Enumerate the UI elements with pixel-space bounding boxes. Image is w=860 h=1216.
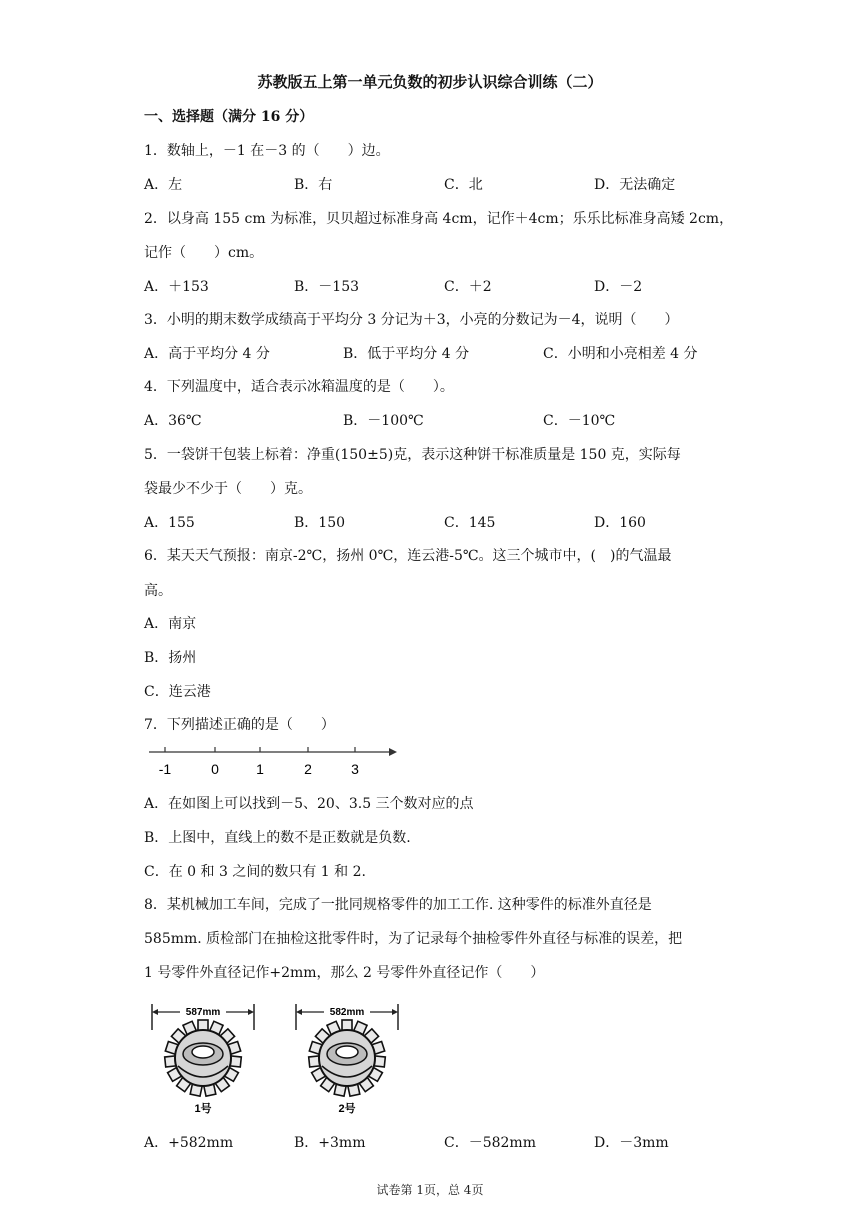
- question-1-option-d: D．无法确定: [594, 177, 676, 193]
- question-5-option-b: B．150: [294, 515, 346, 531]
- question-8-stem-line-2: 585mm. 质检部门在抽检这批零件时，为了记录每个抽检零件外直径与标准的误差，把: [144, 931, 683, 947]
- question-4-stem: 4．下列温度中，适合表示冰箱温度的是（ ）。: [144, 379, 454, 395]
- number-line-arrow: [389, 748, 397, 756]
- question-2-option-c: C．＋2: [444, 279, 492, 295]
- question-3-option-a: A．高于平均分 4 分: [144, 346, 270, 362]
- question-4-option-c: C．－10℃: [543, 413, 616, 429]
- page-title: 苏教版五上第一单元负数的初步认识综合训练（二）: [257, 73, 603, 91]
- page-footer: 试卷第 1页，总 4页: [376, 1183, 484, 1197]
- gear-figure-1: [148, 996, 260, 1120]
- question-2-option-d: D．－2: [594, 279, 643, 295]
- question-2-option-a: A．＋153: [144, 279, 209, 295]
- question-8-stem-line-3: 1 号零件外直径记作+2mm，那么 2 号零件外直径记作（ ）: [144, 965, 545, 981]
- question-1-option-a: A．左: [144, 177, 183, 193]
- question-6-stem-line-1: 6．某天天气预报：南京-2℃，扬州 0℃，连云港-5℃。这三个城市中，( )的气温最: [144, 548, 672, 564]
- gear-caption: 1号: [194, 1103, 212, 1115]
- number-line-label: 1: [256, 761, 264, 777]
- question-7-stem: 7．下列描述正确的是（ ）: [144, 717, 335, 733]
- question-8-option-d: D．－3mm: [594, 1135, 669, 1151]
- gear-icon: [165, 1020, 242, 1096]
- question-3-option-c: C．小明和小亮相差 4 分: [543, 346, 698, 362]
- question-6-option-a: A．南京: [144, 616, 197, 632]
- number-line-label: -1: [158, 761, 172, 777]
- gear-icon: [309, 1020, 386, 1096]
- gear-figure-2: [292, 996, 404, 1120]
- question-5-option-a: A．155: [144, 515, 195, 531]
- number-line-label: 2: [304, 761, 312, 777]
- question-5-option-d: D．160: [594, 515, 646, 531]
- dimension-label: 582mm: [329, 1007, 365, 1018]
- number-line-figure: [145, 744, 397, 780]
- question-6-stem-line-2: 高。: [144, 583, 172, 599]
- question-1-option-b: B．右: [294, 177, 333, 193]
- question-5-stem-line-1: 5．一袋饼干包装上标着：净重(150±5)克，表示这种饼干标准质量是 150 克，实际每: [144, 447, 681, 463]
- question-5-stem-line-2: 袋最少不少于（ ）克。: [144, 481, 312, 497]
- question-2-stem-line-2: 记作（ ）cm。: [144, 245, 264, 261]
- question-7-option-a: A．在如图上可以找到－5、20、3.5 三个数对应的点: [144, 796, 474, 812]
- dimension-arrow: [152, 1009, 158, 1015]
- section-heading: 一、选择题（满分 16 分）: [144, 109, 314, 125]
- question-5-option-c: C．145: [444, 515, 496, 531]
- question-3-stem: 3．小明的期末数学成绩高于平均分 3 分记为＋3，小亮的分数记为－4，说明（ ）: [144, 312, 679, 328]
- question-8-option-b: B．+3mm: [294, 1135, 366, 1151]
- question-6-option-b: B．扬州: [144, 650, 197, 666]
- question-3-option-b: B．低于平均分 4 分: [343, 346, 470, 362]
- question-7-option-b: B．上图中，直线上的数不是正数就是负数.: [144, 830, 411, 846]
- question-6-option-c: C．连云港: [144, 684, 211, 700]
- number-line-label: 0: [211, 761, 219, 777]
- gear-caption: 2号: [338, 1103, 356, 1115]
- dimension-arrow: [296, 1009, 302, 1015]
- question-4-option-a: A．36℃: [144, 413, 202, 429]
- dimension-label: 587mm: [185, 1007, 221, 1018]
- dimension-arrow: [392, 1009, 398, 1015]
- question-7-option-c: C．在 0 和 3 之间的数只有 1 和 2.: [144, 864, 366, 880]
- question-8-option-a: A．+582mm: [144, 1135, 234, 1151]
- question-4-option-b: B．－100℃: [343, 413, 424, 429]
- question-1-stem: 1．数轴上，－1 在－3 的（ ）边。: [144, 143, 390, 159]
- question-2-stem-line-1: 2．以身高 155 cm 为标准，贝贝超过标准身高 4cm，记作＋4cm；乐乐比标准身高矮 2cm，: [144, 211, 734, 227]
- number-line-label: 3: [351, 761, 359, 777]
- dimension-arrow: [248, 1009, 254, 1015]
- question-8-option-c: C．－582mm: [444, 1135, 536, 1151]
- question-1-option-c: C．北: [444, 177, 483, 193]
- question-8-stem-line-1: 8．某机械加工车间，完成了一批同规格零件的加工工作. 这种零件的标准外直径是: [144, 897, 652, 913]
- question-2-option-b: B．－153: [294, 279, 360, 295]
